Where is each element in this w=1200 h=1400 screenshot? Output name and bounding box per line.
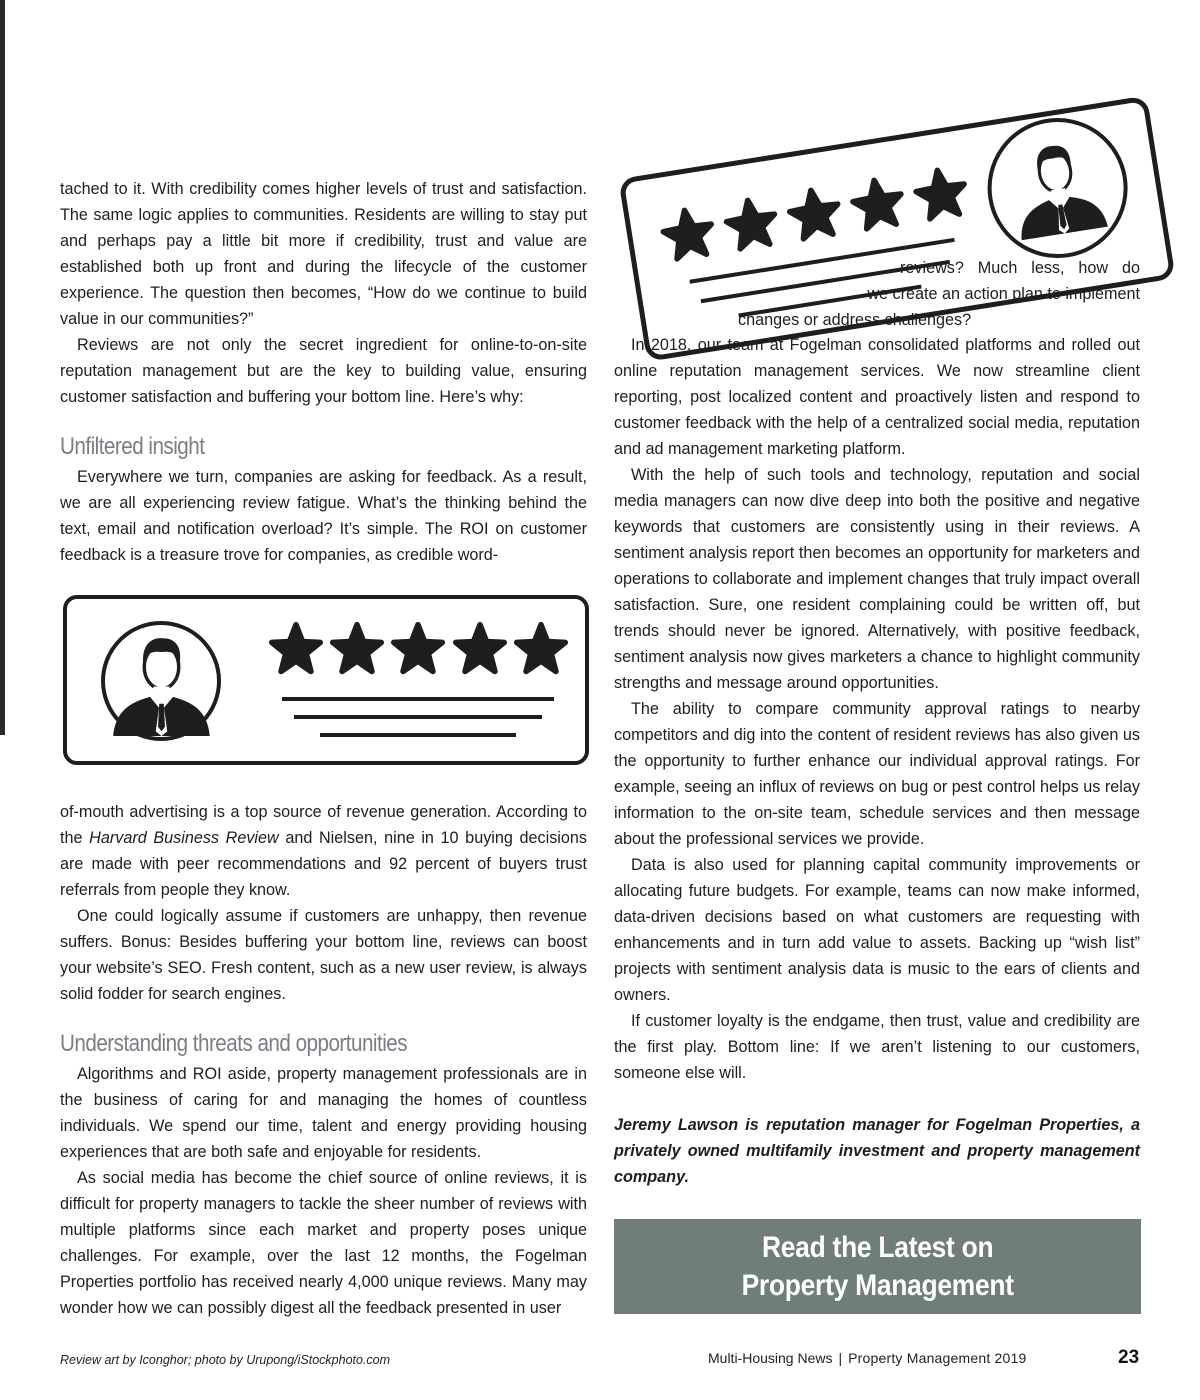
right-column-wrap-text: [600, 255, 1140, 333]
body-paragraph: If customer loyalty is the endgame, then trust, value and credibility are the first play. Bottom line: If we aren’t listening to our customers, someone else will.: [614, 1012, 1140, 1082]
banner-line-1: Read the Latest on: [761, 1230, 994, 1264]
page-number: 23: [1118, 1347, 1140, 1368]
body-paragraph: Data is also used for planning capital community improvements or allocating future budgets. For example, teams can now make informed, data-driven decisions based on what customers are requesting with enhancements and in turn add value to assets. Backing up “wish list” projects with sentiment analysis data is music to the ears of clients and owners.: [614, 856, 1140, 1004]
running-footer: [708, 1350, 1026, 1366]
issue-name: Property Management 2019: [848, 1350, 1027, 1366]
body-paragraph: The ability to compare community approval ratings to nearby competitors and dig into the content of resident reviews has also given us the opportunity to further enhance our individual approval ratings. For example, seeing an influx of reviews on bug or pest control helps us relay information to the on-site team, schedule services and then message about the professional services we provide.: [614, 700, 1140, 848]
section-heading-threats-opportunities: Understanding threats and opportunities: [60, 1030, 408, 1057]
wrap-line: we create an action plan to implement: [867, 285, 1140, 303]
wrap-line: changes or address challenges?: [738, 311, 972, 329]
body-paragraph: Reviews are not only the secret ingredient for online-to-on-site reputation management but are the key to building value, ensuring customer satisfaction and buffering your bottom line. Here’s why:: [60, 336, 587, 406]
author-byline: [614, 1112, 1140, 1190]
banner-line-2: Property Management: [741, 1268, 1014, 1302]
left-column-lower: [60, 799, 587, 1321]
footer-separator: |: [838, 1350, 843, 1366]
body-paragraph: tached to it. With credibility comes higher levels of trust and satisfaction. The same logic applies to communities. Residents are willing to stay put and perhaps pay a little bit more if credibility, trust and value are established both up front and during the lifecycle of the customer experience. The question then becomes, “How do we continue to build value in our communities?”: [60, 180, 587, 328]
body-paragraph: As social media has become the chief source of online reviews, it is difficult for property managers to tackle the sheer number of reviews with multiple platforms since each market and property poses unique challenges. For example, over the last 12 months, the Fogelman Properties portfolio has received nearly 4,000 unique reviews. Many may wonder how we can possibly digest all the feedback presented in user: [60, 1169, 587, 1317]
body-paragraph: With the help of such tools and technology, reputation and social media managers can now dive deep into both the positive and negative keywords that customers are consistently using in their reviews. A sentiment analysis report then becomes an opportunity for marketers and operations to collaborate and implement changes that truly impact overall satisfaction. Sure, one resident complaining could be written off, but trends should never be ignored. Alternatively, with positive feedback, sentiment analysis now gives marketers a chance to highlight community strengths and message around opportunities.: [614, 466, 1140, 692]
photo-credit: Review art by Iconghor; photo by Urupong/iStockphoto.com: [60, 1353, 391, 1367]
publication-title: Harvard Business Review: [89, 829, 279, 847]
body-paragraph: Algorithms and ROI aside, property management professionals are in the business of caring for and managing the homes of countless individuals. We spend our time, talent and energy providing housing experiences that are both safe and enjoyable for residents.: [60, 1065, 587, 1161]
body-paragraph: Everywhere we turn, companies are asking for feedback. As a result, we are all experiencing review fatigue. What’s the thinking behind the text, email and notification overload? It’s simple. The ROI on customer feedback is a treasure trove for companies, as credible word-: [60, 468, 587, 564]
byline-text: Jeremy Lawson is reputation manager for Fogelman Properties, a privately owned multifamily investment and property management company.: [614, 1116, 1140, 1186]
body-paragraph: of-mouth advertising is a top source of revenue generation. According to the Harvard Business Review and Nielsen, nine in 10 buying decisions are made with peer recommendations and 92 percent of buyers trust referrals from people they know.: [60, 803, 587, 899]
magazine-name: Multi-Housing News: [708, 1350, 833, 1366]
middle-review-card-illustration: [62, 593, 592, 768]
page-edge-bar: [0, 0, 5, 735]
left-column-upper: [60, 176, 587, 568]
right-column: [614, 332, 1140, 1190]
read-latest-banner[interactable]: [614, 1219, 1141, 1314]
body-paragraph: In 2018, our team at Fogelman consolidated platforms and rolled out online reputation management services. We now streamline client reporting, post localized content and proactively listen and respond to customer feedback with the help of a centralized social media, reputation and ad management marketing platform.: [614, 336, 1140, 458]
wrap-line: reviews? Much less, how do: [900, 259, 1140, 277]
body-paragraph: One could logically assume if customers are unhappy, then revenue suffers. Bonus: Besides buffering your bottom line, reviews can boost your website’s SEO. Fresh content, such as a new user review, is always solid fodder for search engines.: [60, 907, 587, 1003]
section-heading-unfiltered-insight: Unfiltered insight: [60, 433, 205, 460]
